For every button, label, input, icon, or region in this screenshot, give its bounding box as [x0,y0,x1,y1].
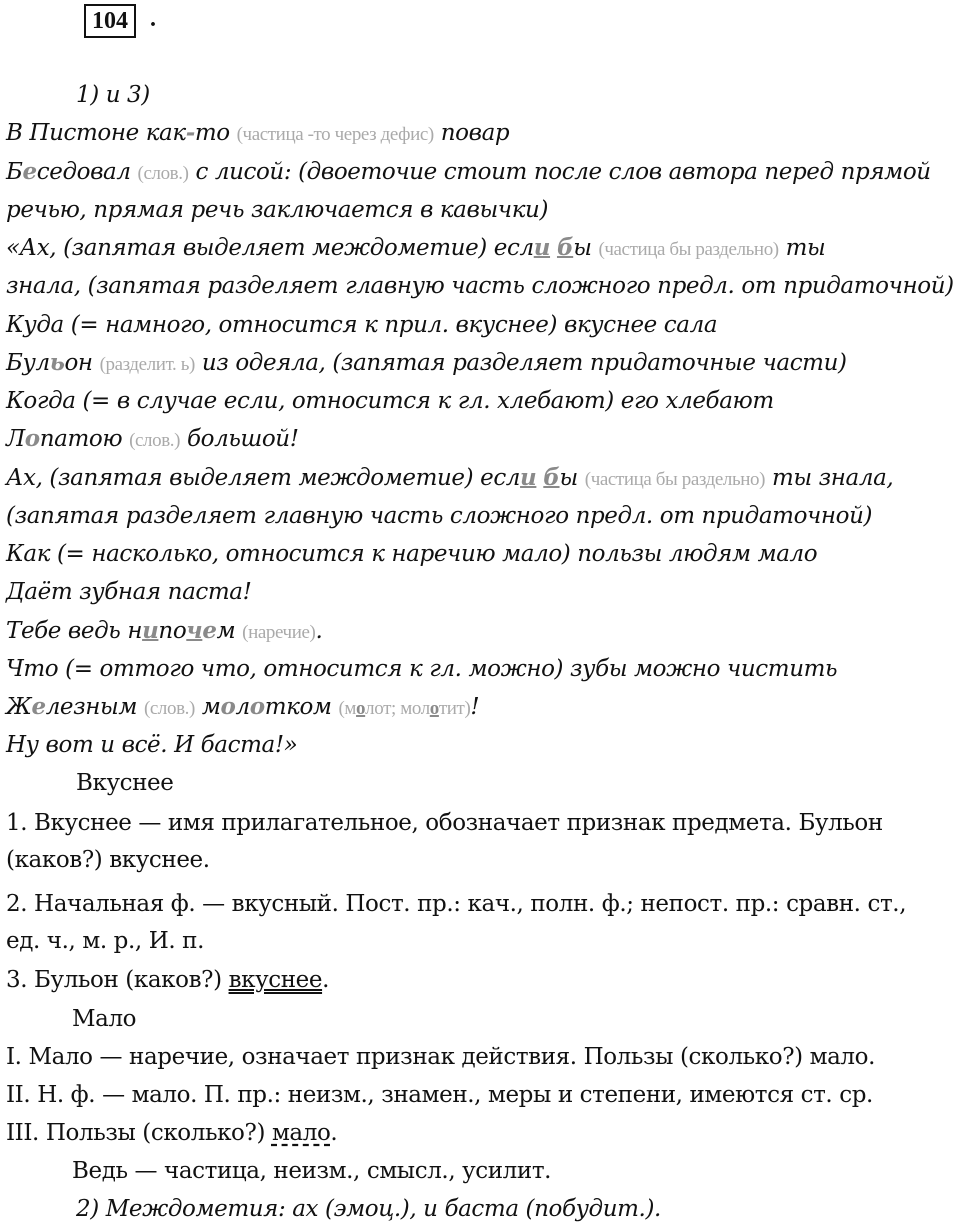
poem-line: Беседовал (слов.) с лисой: (двоеточие стоит после слов автора перед прямой [6,158,931,185]
adverbial-word: мало [271,1120,331,1146]
predicate-word: вкуснее [228,967,323,993]
poem-line: Что (= оттого что, относится к гл. можно) зубы можно чистить [6,656,838,682]
grammar-note: (частица -то через дефис) [236,124,434,145]
poem-line: Как (= насколько, относится к наречию мало) пользы людям мало [6,541,818,567]
poem-line: знала, (запятая разделяет главную часть сложного предл. от придаточной) [6,273,954,299]
grammar-note: (слов.) [137,163,189,184]
particle-line: Ведь — частица, неизм., смысл., усилит. [72,1158,552,1184]
grammar-note: (частица бы раздельно) [598,239,779,260]
analysis-line: (каков?) вкуснее. [6,847,210,873]
analysis-title: Вкуснее [76,770,174,796]
task-number: 104 [84,4,136,38]
analysis-line: III. Пользы (сколько?) мало. [6,1120,338,1146]
analysis-title: Мало [72,1006,137,1032]
poem-line: Когда (= в случае если, относится к гл. хлебают) его хлебают [6,388,774,414]
grammar-note: (слов.) [143,698,195,719]
answer-two: 2) Междометия: ах (эмоц.), и баста (побудит.). [76,1196,661,1222]
grammar-note: (молот; молотит) [338,698,471,719]
analysis-line: 1. Вкуснее — имя прилагательное, обозначает признак предмета. Бульон [6,810,883,836]
analysis-line: 2. Начальная ф. — вкусный. Пост. пр.: кач., полн. ф.; непост. пр.: сравн. ст., [6,891,907,917]
task-number-dot: . [150,6,156,32]
poem-line: Железным (слов.) молотком (молот; молотит)! [6,693,480,720]
analysis-line: II. Н. ф. — мало. П. пр.: неизм., знамен., меры и степени, имеются ст. ср. [6,1082,873,1108]
grammar-note: (разделит. ь) [99,354,195,375]
poem-line: Даёт зубная паста! [6,579,252,605]
poem-line: Ах, (запятая выделяет междометие) если бы (частица бы раздельно) ты знала, [6,464,894,491]
answer-intro: 1) и 3) [76,82,150,108]
grammar-note: (частица бы раздельно) [584,469,766,490]
poem-line: В Пистоне как-то (частица -то через дефис) повар [6,119,510,146]
grammar-note: (слов.) [129,430,181,451]
poem-line: Лопатою (слов.) большой! [6,425,299,452]
analysis-line: ед. ч., м. р., И. п. [6,928,205,954]
analysis-line: I. Мало — наречие, означает признак действия. Пользы (сколько?) мало. [6,1044,875,1070]
poem-line: Ну вот и всё. И баста!» [6,732,298,758]
poem-line: Тебе ведь нипочем (наречие). [6,617,323,644]
analysis-line: 3. Бульон (каков?) вкуснее. [6,967,329,993]
grammar-note: (наречие) [242,622,316,643]
poem-line: Куда (= намного, относится к прил. вкуснее) вкуснее сала [6,312,718,338]
poem-line: (запятая разделяет главную часть сложного предл. от придаточной) [6,503,873,529]
poem-line: «Ах, (запятая выделяет междометие) если бы (частица бы раздельно) ты [6,234,826,261]
poem-line: Бульон (разделит. ь) из одеяла, (запятая разделяет придаточные части) [6,349,847,376]
poem-line: речью, прямая речь заключается в кавычки) [6,197,549,223]
